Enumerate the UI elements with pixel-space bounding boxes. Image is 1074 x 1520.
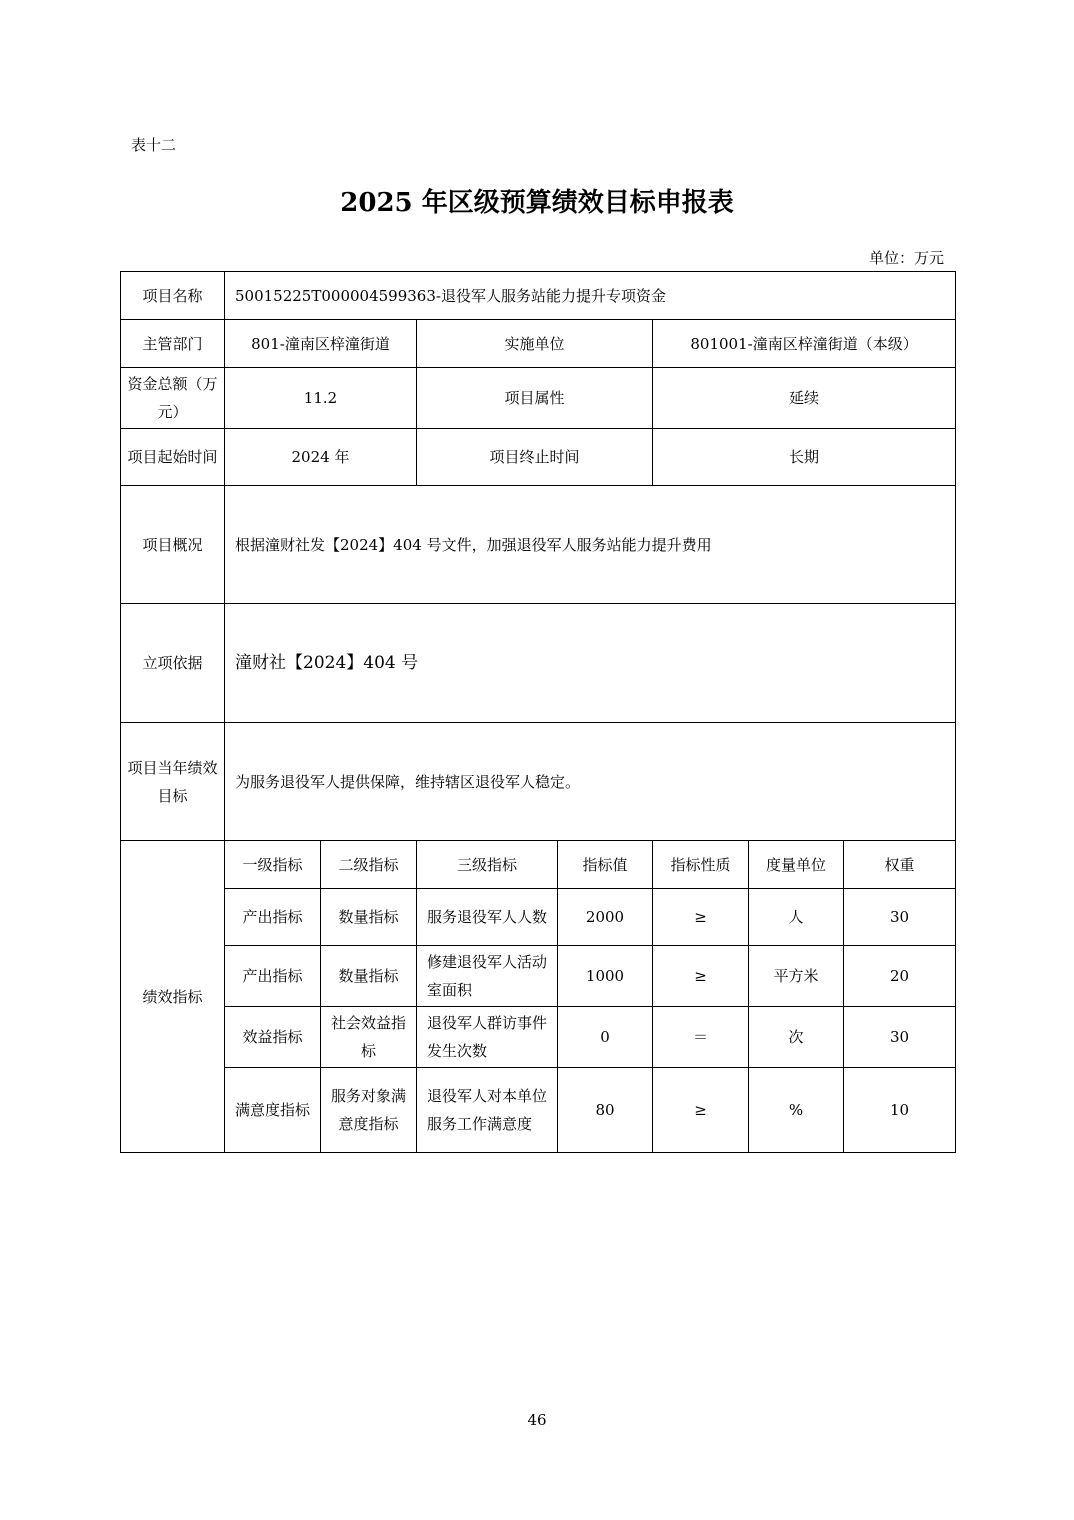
header-level3: 三级指标 [417, 841, 558, 889]
cell-nature: ≥ [653, 946, 749, 1007]
cell-nature: ＝ [653, 1007, 749, 1068]
cell-level3: 服务退役军人人数 [417, 889, 558, 946]
cell-nature: ≥ [653, 889, 749, 946]
goal-row [121, 723, 956, 841]
cell-level3: 修建退役军人活动室面积 [417, 946, 558, 1007]
impl-unit-label: 实施单位 [417, 320, 653, 368]
overview-value: 根据潼财社发【2024】404 号文件，加强退役军人服务站能力提升费用 [225, 486, 956, 604]
page-title: 2025 年区级预算绩效目标申报表 [340, 188, 734, 218]
cell-weight: 10 [844, 1068, 956, 1153]
cell-value: 0 [558, 1007, 653, 1068]
header-level1: 一级指标 [225, 841, 321, 889]
cell-value: 80 [558, 1068, 653, 1153]
table-row [121, 1007, 956, 1068]
unit-label: 单位：万元 [868, 249, 944, 267]
funds-value: 11.2 [225, 368, 417, 429]
cell-unit: 次 [749, 1007, 844, 1068]
project-name-value: 50015225T000004599363-退役军人服务站能力提升专项资金 [225, 272, 956, 320]
cell-level1: 产出指标 [225, 889, 321, 946]
cell-level1: 产出指标 [225, 946, 321, 1007]
time-row [121, 429, 956, 486]
indicators-label: 绩效指标 [121, 841, 225, 1153]
indicator-header-row [121, 841, 956, 889]
cell-level2: 数量指标 [321, 889, 417, 946]
table-row [121, 1068, 956, 1153]
project-name-label: 项目名称 [121, 272, 225, 320]
basis-label: 立项依据 [121, 604, 225, 723]
basis-row [121, 604, 956, 723]
funds-row [121, 368, 956, 429]
header-value: 指标值 [558, 841, 653, 889]
cell-level1: 效益指标 [225, 1007, 321, 1068]
cell-unit: 平方米 [749, 946, 844, 1007]
cell-weight: 30 [844, 889, 956, 946]
dept-label: 主管部门 [121, 320, 225, 368]
cell-weight: 30 [844, 1007, 956, 1068]
cell-level2: 服务对象满意度指标 [321, 1068, 417, 1153]
project-attr-value: 延续 [653, 368, 956, 429]
cell-nature: ≥ [653, 1068, 749, 1153]
cell-unit: 人 [749, 889, 844, 946]
header-level2: 二级指标 [321, 841, 417, 889]
page-number: 46 [527, 1411, 547, 1429]
goal-label: 项目当年绩效目标 [121, 723, 225, 841]
basis-value: 潼财社【2024】404 号 [225, 604, 956, 723]
cell-level3: 退役军人对本单位服务工作满意度 [417, 1068, 558, 1153]
start-time-value: 2024 年 [225, 429, 417, 486]
cell-level2: 数量指标 [321, 946, 417, 1007]
start-time-label: 项目起始时间 [121, 429, 225, 486]
table-row [121, 946, 956, 1007]
cell-level2: 社会效益指标 [321, 1007, 417, 1068]
end-time-value: 长期 [653, 429, 956, 486]
cell-level1: 满意度指标 [225, 1068, 321, 1153]
cell-value: 2000 [558, 889, 653, 946]
impl-unit-value: 801001-潼南区梓潼街道（本级） [653, 320, 956, 368]
end-time-label: 项目终止时间 [417, 429, 653, 486]
cell-level3: 退役军人群访事件发生次数 [417, 1007, 558, 1068]
cell-value: 1000 [558, 946, 653, 1007]
project-attr-label: 项目属性 [417, 368, 653, 429]
budget-target-form [120, 271, 956, 1153]
dept-value: 801-潼南区梓潼街道 [225, 320, 417, 368]
overview-row [121, 486, 956, 604]
table-row [121, 889, 956, 946]
overview-label: 项目概况 [121, 486, 225, 604]
cell-weight: 20 [844, 946, 956, 1007]
goal-value: 为服务退役军人提供保障，维持辖区退役军人稳定。 [225, 723, 956, 841]
cell-unit: % [749, 1068, 844, 1153]
funds-label: 资金总额（万元） [121, 368, 225, 429]
department-row [121, 320, 956, 368]
header-weight: 权重 [844, 841, 956, 889]
project-name-row [121, 272, 956, 320]
header-nature: 指标性质 [653, 841, 749, 889]
document-label: 表十二 [131, 136, 177, 154]
header-unit: 度量单位 [749, 841, 844, 889]
